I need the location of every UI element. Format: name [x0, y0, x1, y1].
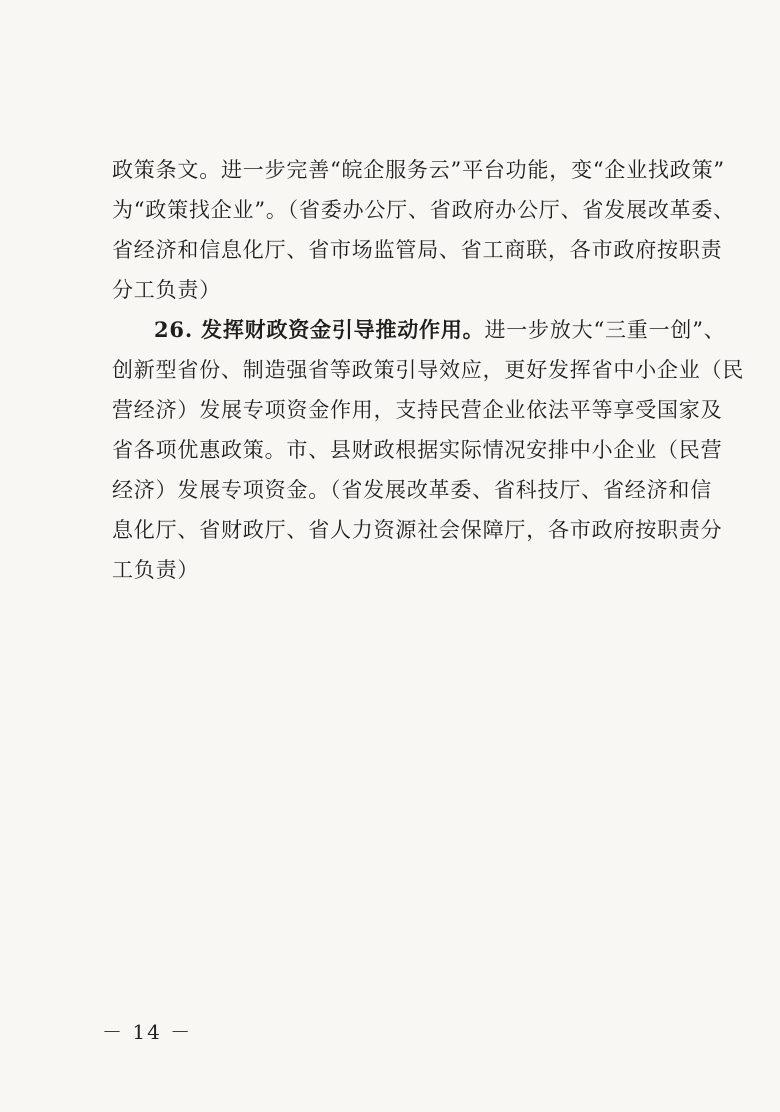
- text-line: 创新型省份、制造强省等政策引导效应，更好发挥省中小企业（民: [112, 358, 745, 382]
- item-26-text: 进一步放大“三重一创”、: [484, 318, 726, 342]
- text-line: 工负责）: [112, 558, 200, 582]
- item-26-first-line: [112, 310, 726, 350]
- page-number: － 14 －: [102, 1020, 193, 1044]
- text-line: 政策条文。进一步完善“皖企服务云”平台功能，变“企业找政策”: [112, 158, 725, 182]
- text-line: 分工负责）: [112, 278, 221, 302]
- text-line: 省经济和信息化厅、省市场监管局、省工商联，各市政府按职责: [112, 238, 723, 262]
- text-line: 营经济）发展专项资金作用，支持民营企业依法平等享受国家及: [112, 398, 723, 422]
- document-body: [112, 150, 745, 590]
- text-line: 为“政策找企业”。（省委办公厅、省政府办公厅、省发展改革委、: [112, 198, 735, 222]
- item-26-heading: 26. 发挥财政资金引导推动作用。: [154, 317, 485, 342]
- text-line: 省各项优惠政策。市、县财政根据实际情况安排中小企业（民营: [112, 438, 723, 462]
- text-line: 息化厅、省财政厅、省人力资源社会保障厅，各市政府按职责分: [112, 518, 723, 542]
- text-line: 经济）发展专项资金。（省发展改革委、省科技厅、省经济和信: [112, 478, 712, 502]
